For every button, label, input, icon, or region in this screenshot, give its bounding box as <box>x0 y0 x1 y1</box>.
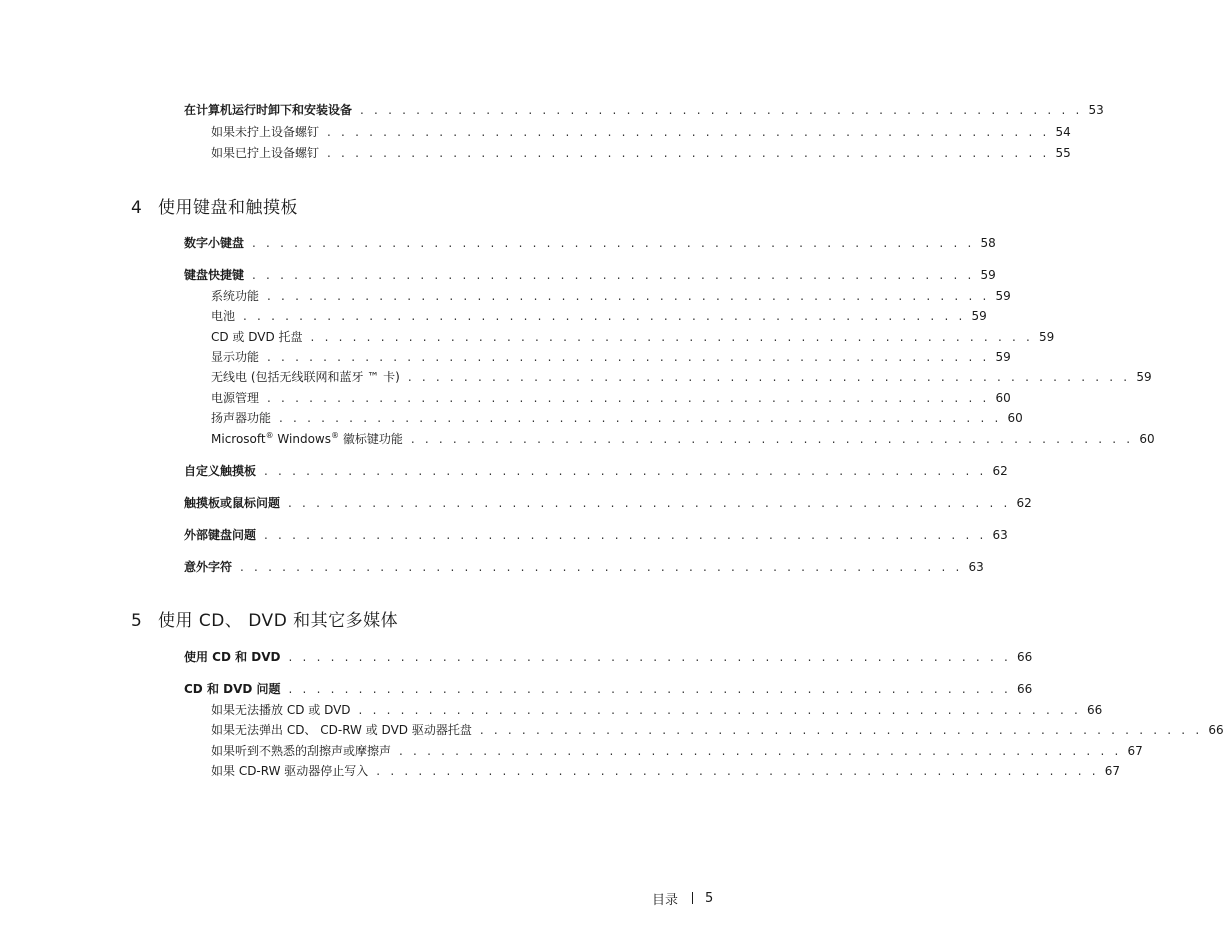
dot-leader: . . . . . . . . . . . . . . . . . . . . . . . . . . . . . . . . . . . . . . . . . . . . . . . . . . . . <box>267 289 990 303</box>
toc-subentry-title: 电源管理 <box>211 391 260 405</box>
toc-subentry-page: 54 <box>1055 125 1071 139</box>
dot-leader: . . . . . . . . . . . . . . . . . . . . . . . . . . . . . . . . . . . . . . . . . . . . . . . . . . . . <box>288 650 1012 664</box>
dot-leader: . . . . . . . . . . . . . . . . . . . . . . . . . . . . . . . . . . . . . . . . . . . . . . . . . . . . <box>252 236 975 250</box>
toc-entry[interactable] <box>184 267 996 283</box>
toc-subentry[interactable] <box>211 308 987 324</box>
dot-leader: . . . . . . . . . . . . . . . . . . . . . . . . . . . . . . . . . . . . . . . . . . . . . . . . . . . . <box>240 560 963 574</box>
toc-subentry[interactable] <box>211 702 1103 718</box>
toc-subentry-title: CD 或 DVD 托盘 <box>211 330 303 344</box>
toc-subentry-page: 60 <box>1139 432 1155 446</box>
dot-leader: . . . . . . . . . . . . . . . . . . . . . . . . . . . . . . . . . . . . . . . . . . . . . . . . . . . . <box>358 703 1082 717</box>
toc-subentry-page: 59 <box>1136 370 1152 384</box>
toc-entry[interactable] <box>184 559 984 575</box>
toc-entry-title: 使用 CD 和 DVD <box>184 650 281 664</box>
dot-leader: . . . . . . . . . . . . . . . . . . . . . . . . . . . . . . . . . . . . . . . . . . . . . . . . . . . . <box>252 268 975 282</box>
dot-leader: . . . . . . . . . . . . . . . . . . . . . . . . . . . . . . . . . . . . . . . . . . . . . . . . . . . . <box>360 103 1083 117</box>
chapter-number: 4 <box>131 198 142 218</box>
chapter-title: 使用 CD、 DVD 和其它多媒体 <box>158 611 399 631</box>
toc-subentry-title: 如果 CD-RW 驱动器停止写入 <box>211 764 369 778</box>
toc-entry-title: 键盘快捷键 <box>184 268 245 282</box>
logo-key-text: 徽标键功能 <box>339 432 403 446</box>
dot-leader: . . . . . . . . . . . . . . . . . . . . . . . . . . . . . . . . . . . . . . . . . . . . . . . . . . . . <box>410 432 1134 446</box>
toc-subentry-title <box>211 431 403 447</box>
toc-entry-page: 62 <box>992 464 1008 478</box>
toc-subentry-title: 如果无法弹出 CD、 CD-RW 或 DVD 驱动器托盘 <box>211 723 472 737</box>
dot-leader: . . . . . . . . . . . . . . . . . . . . . . . . . . . . . . . . . . . . . . . . . . . . . . . . . . . . <box>327 125 1050 139</box>
toc-subentry-page: 55 <box>1055 146 1071 160</box>
toc-entry[interactable] <box>184 649 1033 665</box>
dot-leader: . . . . . . . . . . . . . . . . . . . . . . . . . . . . . . . . . . . . . . . . . . . . . . . . . . . . <box>376 764 1099 778</box>
toc-entry-title: CD 和 DVD 问题 <box>184 682 281 696</box>
toc-subentry-page: 60 <box>1007 411 1023 425</box>
toc-subentry-page: 59 <box>995 289 1011 303</box>
chapter-number: 5 <box>131 611 142 631</box>
dot-leader: . . . . . . . . . . . . . . . . . . . . . . . . . . . . . . . . . . . . . . . . . . . . . . . . . . . . <box>267 350 990 364</box>
toc-subentry[interactable] <box>211 349 1011 365</box>
toc-entry-title: 数字小键盘 <box>184 236 245 250</box>
chapter-heading <box>131 610 398 632</box>
toc-entry[interactable] <box>184 681 1033 697</box>
toc-entry-title: 触摸板或鼠标问题 <box>184 496 281 510</box>
dot-leader: . . . . . . . . . . . . . . . . . . . . . . . . . . . . . . . . . . . . . . . . . . . . . . . . . . . . <box>327 146 1050 160</box>
toc-subentry[interactable] <box>211 390 1011 406</box>
footer-label: 目录 <box>652 892 679 908</box>
toc-subentry-title: 无线电 (包括无线联网和蓝牙 ™ 卡) <box>211 370 400 384</box>
toc-entry-page: 66 <box>1017 650 1033 664</box>
toc-subentry-title: 显示功能 <box>211 350 260 364</box>
toc-subentry-title: 扬声器功能 <box>211 411 272 425</box>
toc-subentry[interactable] <box>211 288 1011 304</box>
toc-entry[interactable] <box>184 527 1008 543</box>
toc-subentry-page: 60 <box>995 391 1011 405</box>
toc-subentry-title: 电池 <box>211 309 236 323</box>
dot-leader: . . . . . . . . . . . . . . . . . . . . . . . . . . . . . . . . . . . . . . . . . . . . . . . . . . . . <box>264 528 987 542</box>
toc-subentry-title: 如果无法播放 CD 或 DVD <box>211 703 351 717</box>
toc-subentry[interactable] <box>211 145 1071 161</box>
toc-entry-page: 59 <box>980 268 996 282</box>
toc-subentry-page: 66 <box>1208 723 1224 737</box>
toc-subentry-title: 如果未拧上设备螺钉 <box>211 125 320 139</box>
toc-subentry[interactable] <box>211 369 1152 385</box>
footer-page-number: 5 <box>705 890 714 906</box>
toc-subentry[interactable] <box>211 124 1071 140</box>
dot-leader: . . . . . . . . . . . . . . . . . . . . . . . . . . . . . . . . . . . . . . . . . . . . . . . . . . . . <box>288 496 1011 510</box>
dot-leader: . . . . . . . . . . . . . . . . . . . . . . . . . . . . . . . . . . . . . . . . . . . . . . . . . . . . <box>264 464 987 478</box>
toc-entry-title: 外部键盘问题 <box>184 528 257 542</box>
toc-entry-page: 58 <box>980 236 996 250</box>
toc-entry[interactable] <box>184 463 1008 479</box>
toc-entry-page: 62 <box>1016 496 1032 510</box>
toc-subentry-page: 67 <box>1104 764 1121 778</box>
footer-separator <box>692 892 693 904</box>
dot-leader: . . . . . . . . . . . . . . . . . . . . . . . . . . . . . . . . . . . . . . . . . . . . . . . . . . . . <box>479 723 1203 737</box>
toc-entry[interactable] <box>184 235 996 251</box>
registered-mark: ® <box>331 431 339 440</box>
toc-subentry-page: 67 <box>1127 744 1143 758</box>
toc-subentry[interactable] <box>211 722 1224 738</box>
toc-subentry-page: 59 <box>995 350 1011 364</box>
dot-leader: . . . . . . . . . . . . . . . . . . . . . . . . . . . . . . . . . . . . . . . . . . . . . . . . . . . . <box>407 370 1131 384</box>
toc-subentry-page: 59 <box>1039 330 1055 344</box>
dot-leader: . . . . . . . . . . . . . . . . . . . . . . . . . . . . . . . . . . . . . . . . . . . . . . . . . . . . <box>288 682 1012 696</box>
toc-subentry-title: 如果听到不熟悉的刮擦声或摩擦声 <box>211 744 392 758</box>
dot-leader: . . . . . . . . . . . . . . . . . . . . . . . . . . . . . . . . . . . . . . . . . . . . . . . . . . . . <box>399 744 1122 758</box>
page-footer <box>652 889 722 907</box>
chapter-title: 使用键盘和触摸板 <box>158 198 298 218</box>
toc-subentry-page: 66 <box>1087 703 1103 717</box>
toc-subentry-title: 系统功能 <box>211 289 260 303</box>
toc-entry-page: 63 <box>992 528 1008 542</box>
toc-entry-page: 53 <box>1088 103 1104 117</box>
chapter-heading <box>131 197 298 219</box>
dot-leader: . . . . . . . . . . . . . . . . . . . . . . . . . . . . . . . . . . . . . . . . . . . . . . . . . . . . <box>267 391 990 405</box>
toc-entry-title: 在计算机运行时卸下和安装设备 <box>184 103 353 117</box>
toc-subentry[interactable] <box>211 410 1023 426</box>
toc-subentry[interactable] <box>211 431 1155 447</box>
toc-entry-page: 63 <box>968 560 984 574</box>
toc-subentry-title: 如果已拧上设备螺钉 <box>211 146 320 160</box>
toc-subentry[interactable] <box>211 743 1143 759</box>
toc-entry-page: 66 <box>1017 682 1033 696</box>
registered-mark: ® <box>265 431 274 440</box>
toc-entry-title: 自定义触摸板 <box>184 464 257 478</box>
dot-leader: . . . . . . . . . . . . . . . . . . . . . . . . . . . . . . . . . . . . . . . . . . . . . . . . . . . . <box>310 330 1034 344</box>
toc-entry[interactable] <box>184 102 1104 118</box>
toc-subentry[interactable] <box>211 329 1055 345</box>
dot-leader: . . . . . . . . . . . . . . . . . . . . . . . . . . . . . . . . . . . . . . . . . . . . . . . . . . . . <box>279 411 1002 425</box>
toc-subentry[interactable] <box>211 763 1121 779</box>
toc-entry-title: 意外字符 <box>184 560 233 574</box>
microsoft-text: Microsoft <box>211 432 266 446</box>
dot-leader: . . . . . . . . . . . . . . . . . . . . . . . . . . . . . . . . . . . . . . . . . . . . . . . . . . . . <box>243 309 966 323</box>
windows-text: Windows <box>273 432 331 446</box>
toc-entry[interactable] <box>184 495 1032 511</box>
toc-subentry-page: 59 <box>971 309 987 323</box>
